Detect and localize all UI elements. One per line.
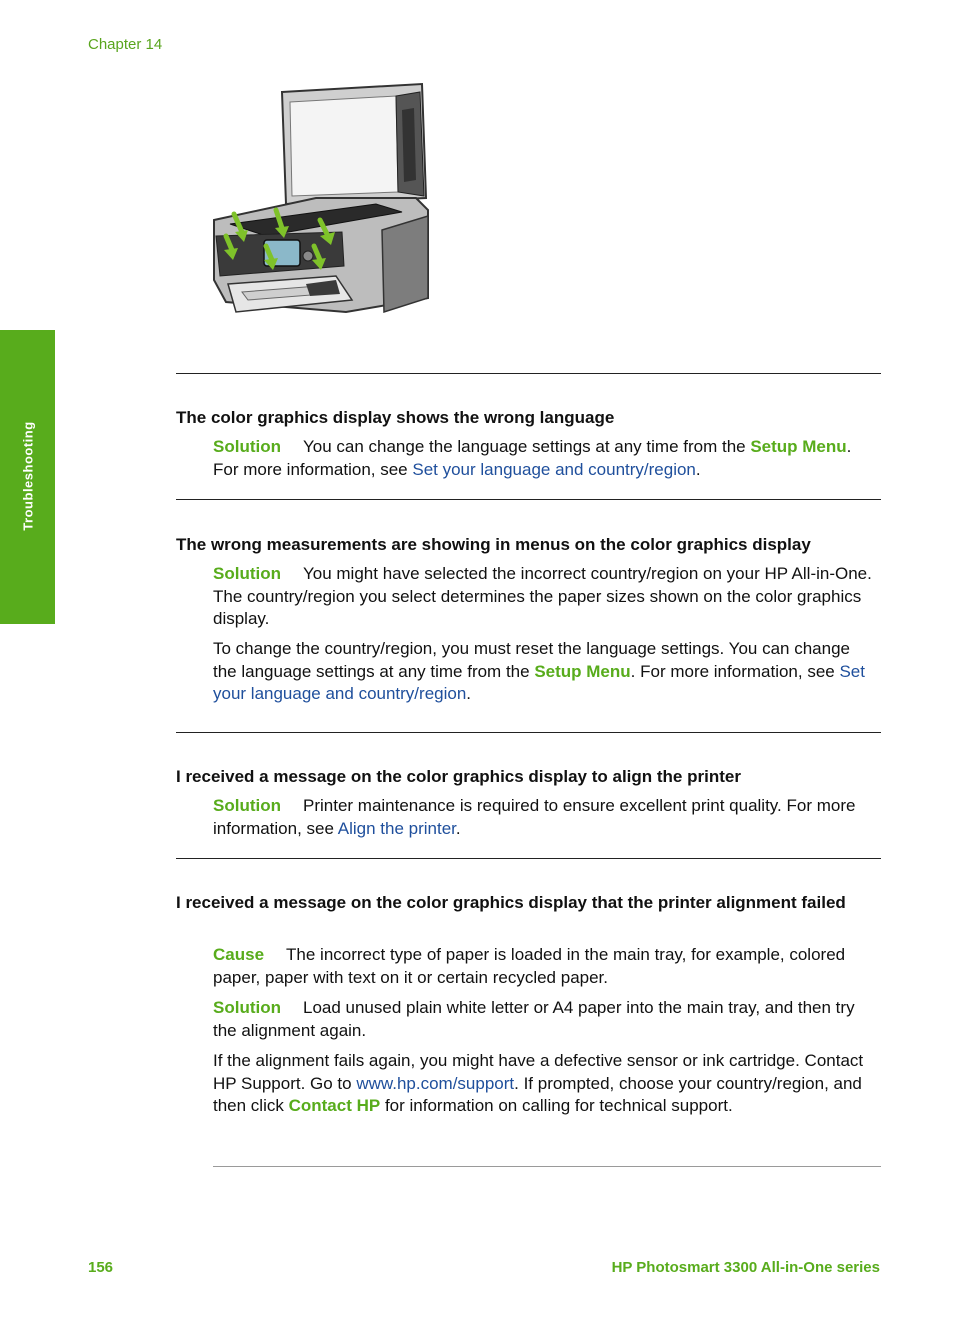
body-paragraph	[213, 638, 878, 706]
side-tab-label: Troubleshooting	[20, 421, 36, 531]
body-text: for information on calling for technical support.	[380, 1096, 733, 1116]
body-text: .	[455, 818, 461, 838]
end-divider	[213, 1166, 881, 1167]
section-heading-alignment-failed: I received a message on the color graphics display that the printer alignment failed	[176, 893, 846, 912]
solution-label: Solution	[213, 796, 281, 815]
body-text: To change the country/region, you must reset the language settings. You can change the language settings at any time from the	[213, 639, 850, 681]
body-text: .	[466, 684, 472, 704]
solution-label: Solution	[213, 437, 281, 456]
body-text: The incorrect type of paper is loaded in the main tray, for example, colored paper, paper with text on it or certain recycled paper.	[213, 945, 846, 987]
setup-menu-term: Setup Menu	[750, 437, 847, 456]
product-title: HP Photosmart 3300 All-in-One series	[611, 1259, 880, 1276]
setup-menu-term: Setup Menu	[534, 661, 631, 681]
section-heading-wrong-measurements: The wrong measurements are showing in menus on the color graphics display	[176, 535, 811, 554]
body-paragraph	[213, 1050, 878, 1118]
section-heading-wrong-language: The color graphics display shows the wrong language	[176, 408, 615, 427]
solution-label: Solution	[213, 564, 281, 583]
body-text: . If prompted, choose your country/region, and then click	[213, 1073, 862, 1116]
body-text: Printer maintenance is required to ensure excellent print quality. For more information, see	[213, 796, 856, 838]
link-set-language[interactable]: Set your language and country/region	[412, 459, 696, 479]
body-text: You might have selected the incorrect country/region on your HP All-in-One. The country/region you select determines the paper sizes shown on the color graphics display.	[213, 564, 872, 629]
printer-illustration	[206, 80, 434, 325]
cause-label: Cause	[213, 945, 265, 964]
chapter-header: Chapter 14	[88, 36, 163, 53]
link-hp-support[interactable]: www.hp.com/support	[356, 1073, 515, 1093]
solution-paragraph	[213, 795, 878, 840]
link-set-language[interactable]: Set your language and country/region	[213, 661, 865, 704]
cause-paragraph	[213, 944, 878, 989]
contact-hp-term: Contact HP	[288, 1096, 381, 1116]
page-number: 156	[88, 1259, 114, 1276]
section-divider	[176, 858, 881, 859]
link-align-printer[interactable]: Align the printer	[337, 818, 456, 838]
section-heading-align-printer: I received a message on the color graphics display to align the printer	[176, 767, 741, 786]
body-text: You can change the language settings at any time from the	[302, 437, 751, 456]
body-text: Load unused plain white letter or A4 paper into the main tray, and then try the alignment again.	[213, 998, 855, 1040]
body-text: . For more information, see	[213, 437, 852, 479]
body-text: . For more information, see	[630, 661, 840, 681]
body-text: .	[695, 459, 701, 479]
solution-paragraph	[213, 563, 878, 631]
body-text: If the alignment fails again, you might have a defective sensor or ink cartridge. Contact HP Support. Go to	[213, 1051, 864, 1093]
solution-label: Solution	[213, 998, 281, 1017]
section-divider	[176, 373, 881, 374]
section-divider	[176, 732, 881, 733]
solution-paragraph	[213, 997, 878, 1042]
solution-paragraph	[213, 436, 878, 481]
section-divider	[176, 499, 881, 500]
